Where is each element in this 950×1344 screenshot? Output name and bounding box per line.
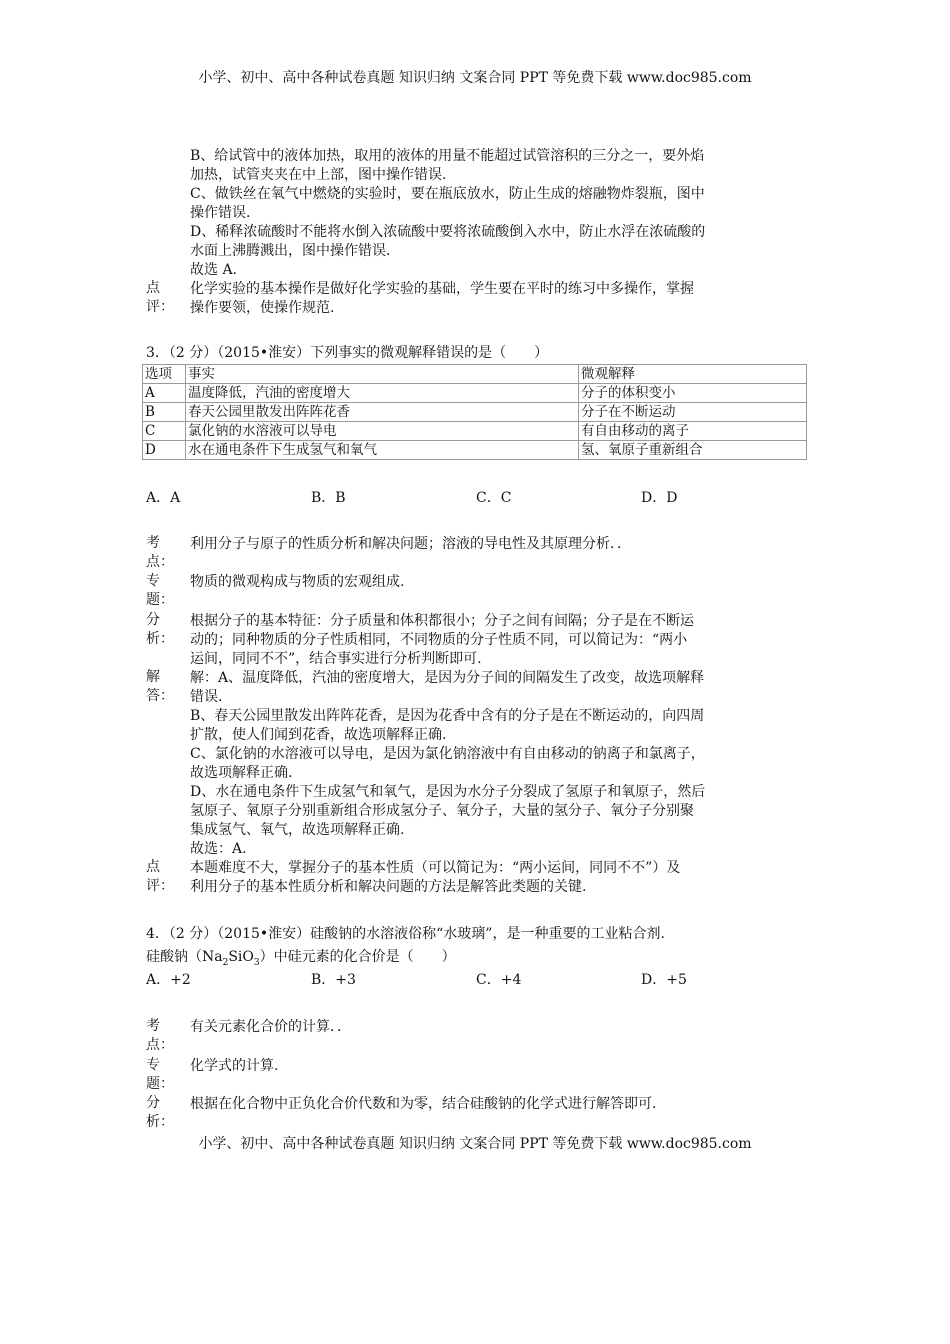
q3-kaodian: 利用分子与原子的性质分析和解决问题；溶液的导电性及其原理分析．． (190, 536, 631, 552)
label-part: 点： (146, 554, 174, 570)
prev-line: 加热，试管夹夹在中上部，图中操作错误. (190, 167, 447, 183)
label-part: 点： (146, 1037, 174, 1053)
table-cell: 分子在不断运动 (579, 403, 807, 422)
q3-fenxi-label (146, 611, 182, 649)
q3-dianping-line: 本题难度不大，掌握分子的基本性质（可以简记为：“两小运间，同同不不”）及 (190, 860, 681, 876)
label-part: 解 (146, 669, 160, 685)
q4-kaodian: 有关元素化合价的计算．． (190, 1019, 351, 1035)
prev-line: 操作错误. (190, 205, 251, 221)
prev-line: D、稀释浓硫酸时不能将水倒入浓硫酸中要将浓硫酸倒入水中，防止水浮在浓硫酸的 (190, 224, 706, 240)
q4-stem-line1: 4．（2 分）（2015•淮安）硅酸钠的水溶液俗称“水玻璃”，是一种重要的工业粘合剂. (146, 926, 665, 942)
table-cell: 分子的体积变小 (579, 384, 807, 403)
label-part: 答： (146, 688, 174, 704)
label-part: 专 (146, 573, 160, 589)
stem-text: 硅酸钠（Na (146, 949, 223, 965)
subscript: 3 (253, 957, 260, 968)
table-cell: 氯化钠的水溶液可以导电 (186, 422, 579, 441)
table-row (143, 403, 807, 422)
q3-option-d: D．D (641, 490, 678, 506)
q4-fenxi: 根据在化合物中正负化合价代数和为零，结合硅酸钠的化学式进行解答即可. (190, 1096, 657, 1112)
table-header-cell: 选项 (143, 365, 186, 384)
subscript: 2 (222, 957, 229, 968)
prev-line: 水面上沸腾溅出，图中操作错误. (190, 243, 391, 259)
comment-line: 操作要领，使操作规范. (190, 300, 335, 316)
table-header-cell: 事实 (186, 365, 579, 384)
q3-jieda-label (146, 668, 182, 706)
q4-kaodian-label (146, 1017, 182, 1055)
q4-zhuanti: 化学式的计算. (190, 1058, 279, 1074)
table-row (143, 384, 807, 403)
q3-dianping-label (146, 858, 182, 896)
table-cell: 春天公园里散发出阵阵花香 (186, 403, 579, 422)
table-row (143, 441, 807, 460)
prev-line: B、给试管中的液体加热，取用的液体的用量不能超过试管溶积的三分之一，要外焰 (190, 148, 705, 164)
prev-line: 故选 A. (190, 262, 238, 278)
q3-zhuanti: 物质的微观构成与物质的宏观组成. (190, 574, 405, 590)
label-part: 分 (146, 1095, 160, 1111)
table-row (143, 422, 807, 441)
q4-fenxi-label (146, 1094, 182, 1132)
page-header: 小学、初中、高中各种试卷真题 知识归纳 文案合同 PPT 等免费下载 www.doc985.com (198, 70, 752, 86)
table-cell: 温度降低，汽油的密度增大 (186, 384, 579, 403)
table-cell: C (143, 422, 186, 441)
table-cell: A (143, 384, 186, 403)
table-header-row (143, 365, 807, 384)
q3-jieda-line: 扩散，使人们闻到花香，故选项解释正确. (190, 727, 447, 743)
q4-option-d: D．+5 (641, 972, 687, 988)
q3-jieda-line: C、氯化钠的水溶液可以导电，是因为氯化钠溶液中有自由移动的钠离子和氯离子， (190, 746, 705, 762)
q3-jieda-line: 氢原子、氧原子分别重新组合形成氢分子、氧分子，大量的氢分子、氧分子分别聚 (190, 803, 694, 819)
table-cell: 氢、氧原子重新组合 (579, 441, 807, 460)
prev-line: C、做铁丝在氧气中燃烧的实验时，要在瓶底放水，防止生成的熔融物炸裂瓶，图中 (190, 186, 705, 202)
table-header-cell: 微观解释 (579, 365, 807, 384)
label-part: 题： (146, 1076, 174, 1092)
table-cell: 水在通电条件下生成氢气和氧气 (186, 441, 579, 460)
label-part: 题： (146, 592, 174, 608)
q4-option-b: B．+3 (311, 972, 356, 988)
q4-option-c: C．+4 (476, 972, 522, 988)
label-part: 析： (146, 631, 174, 647)
q3-fenxi-line: 动的；同种物质的分子性质相同，不同物质的分子性质不同，可以简记为：“两小 (190, 632, 688, 648)
q4-option-a: A．+2 (146, 972, 191, 988)
q3-fenxi-line: 根据分子的基本特征：分子质量和体积都很小；分子之间有间隔；分子是在不断运 (190, 613, 694, 629)
label-part: 考 (146, 535, 160, 551)
q3-jieda-line: D、水在通电条件下生成氢气和氧气，是因为水分子分裂成了氢原子和氧原子，然后 (190, 784, 706, 800)
q3-jieda-line: 解：A、温度降低，汽油的密度增大，是因为分子间的间隔发生了改变，故选项解释 (190, 670, 705, 686)
q3-option-b: B．B (311, 490, 346, 506)
q3-dianping-line: 利用分子的基本性质分析和解决问题的方法是解答此类题的关键. (190, 879, 587, 895)
q3-table (142, 364, 807, 460)
page-footer: 小学、初中、高中各种试卷真题 知识归纳 文案合同 PPT 等免费下载 www.doc985.com (198, 1136, 752, 1152)
q3-option-c: C．C (476, 490, 512, 506)
label-part: 考 (146, 1018, 160, 1034)
label-part: 析： (146, 1114, 174, 1130)
q3-jieda-line: 集成氢气、氧气，故选项解释正确. (190, 822, 405, 838)
table-cell: B (143, 403, 186, 422)
label-part: 点 (146, 859, 160, 875)
label-part: 分 (146, 612, 160, 628)
q3-fenxi-line: 运间，同同不不”，结合事实进行分析判断即可. (190, 651, 482, 667)
comment-line: 化学实验的基本操作是做好化学实验的基础，学生要在平时的练习中多操作，掌握 (190, 281, 694, 297)
table-cell: 有自由移动的离子 (579, 422, 807, 441)
comment-label (146, 279, 182, 317)
q3-jieda-line: B、春天公园里散发出阵阵花香，是因为花香中含有的分子是在不断运动的，向四周 (190, 708, 705, 724)
q3-jieda-line: 错误. (190, 689, 223, 705)
label-part: 评： (146, 878, 174, 894)
q3-kaodian-label (146, 534, 182, 572)
label-part: 点 (146, 280, 160, 296)
table-cell: D (143, 441, 186, 460)
label-part: 评： (146, 299, 174, 315)
stem-text: ）中硅元素的化合价是（ ） (259, 949, 456, 965)
q3-jieda-line: 故选项解释正确. (190, 765, 293, 781)
q4-stem-line2 (146, 947, 456, 973)
q3-jieda-line: 故选：A. (190, 841, 247, 857)
stem-text: SiO (228, 949, 254, 965)
label-part: 专 (146, 1057, 160, 1073)
q3-zhuanti-label (146, 572, 182, 610)
q3-option-a: A．A (146, 490, 181, 506)
q4-zhuanti-label (146, 1056, 182, 1094)
q3-stem: 3．（2 分）（2015•淮安）下列事实的微观解释错误的是（ ） (146, 345, 549, 361)
